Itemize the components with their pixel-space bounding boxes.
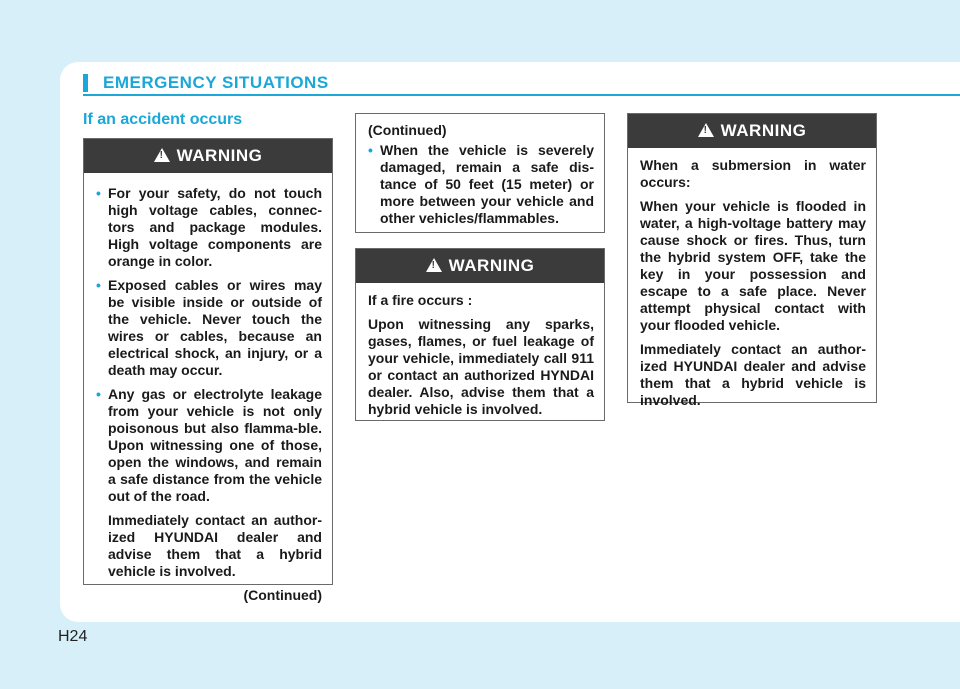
page-number: H24 [58,628,88,645]
continued-heading: (Continued) [368,122,447,138]
warning-triangle-icon [426,258,442,272]
warning-label: WARNING [176,146,263,165]
warning-box-accident [83,138,333,603]
warning-label: WARNING [448,256,535,275]
warning-label: WARNING [720,121,807,140]
continued-label: (Continued) [243,587,322,603]
submersion-text: When your vehicle is flooded in water, a high-voltage battery may cause shock or fires. Thus, turn the hybrid system OFF, take the key in your possession and escape to a safe place. Never attempt physical contact with your flooded vehicle. [640,198,866,333]
contact-dealer-text: Immediately contact an author-ized HYUNDAI dealer and advise them that a hybrid vehicle is involved. [640,341,866,408]
warning-body [356,283,604,426]
warning-box-fire [355,248,605,421]
continued-box [355,113,605,233]
warning-body [628,148,876,417]
warning-triangle-icon [698,123,714,137]
header-rule [310,94,960,96]
continued-body [356,114,604,242]
submersion-title: When a submersion in water occurs: [640,157,866,190]
fire-title: If a fire occurs : [368,292,473,308]
list-item: • When the vehicle is severely damaged, remain a safe dis-tance of 50 feet (15 meter) or more between your vehicle and other vehicles/flammables. [368,142,594,227]
fire-text: Upon witnessing any sparks, gases, flames, or fuel leakage of your vehicle, immediately call 911 or contact an authorized HYNDAI dealer. Also, advise them that a hybrid vehicle is involved. [368,316,594,417]
contact-dealer-text: Immediately contact an author-ized HYUNDAI dealer and advise them that a hybrid vehicle is involved. [108,512,322,579]
warning-header [628,114,876,148]
warning-header [84,139,332,173]
section-heading: If an accident occurs [83,111,243,128]
chapter-title: EMERGENCY SITUATIONS [103,73,329,92]
warning-triangle-icon [154,148,170,162]
header-underline [83,94,313,96]
warning-header [356,249,604,283]
warning-body [84,173,332,612]
header-accent-bar [83,74,88,92]
list-item: • Exposed cables or wires may be visible inside or outside of the vehicle. Never touch the wires or cables, because an electrical shock, an injury, or a death may occur. [96,277,322,379]
list-item: • Any gas or electrolyte leakage from your vehicle is not only poisonous but also flamma-ble. Upon witnessing one of those, open the windows, and remain a safe distance from the vehicle out of the road. [96,386,322,505]
warning-box-submersion [627,113,877,408]
list-item: • For your safety, do not touch high voltage cables, connec-tors and package modules. High voltage components are orange in color. [96,185,322,270]
